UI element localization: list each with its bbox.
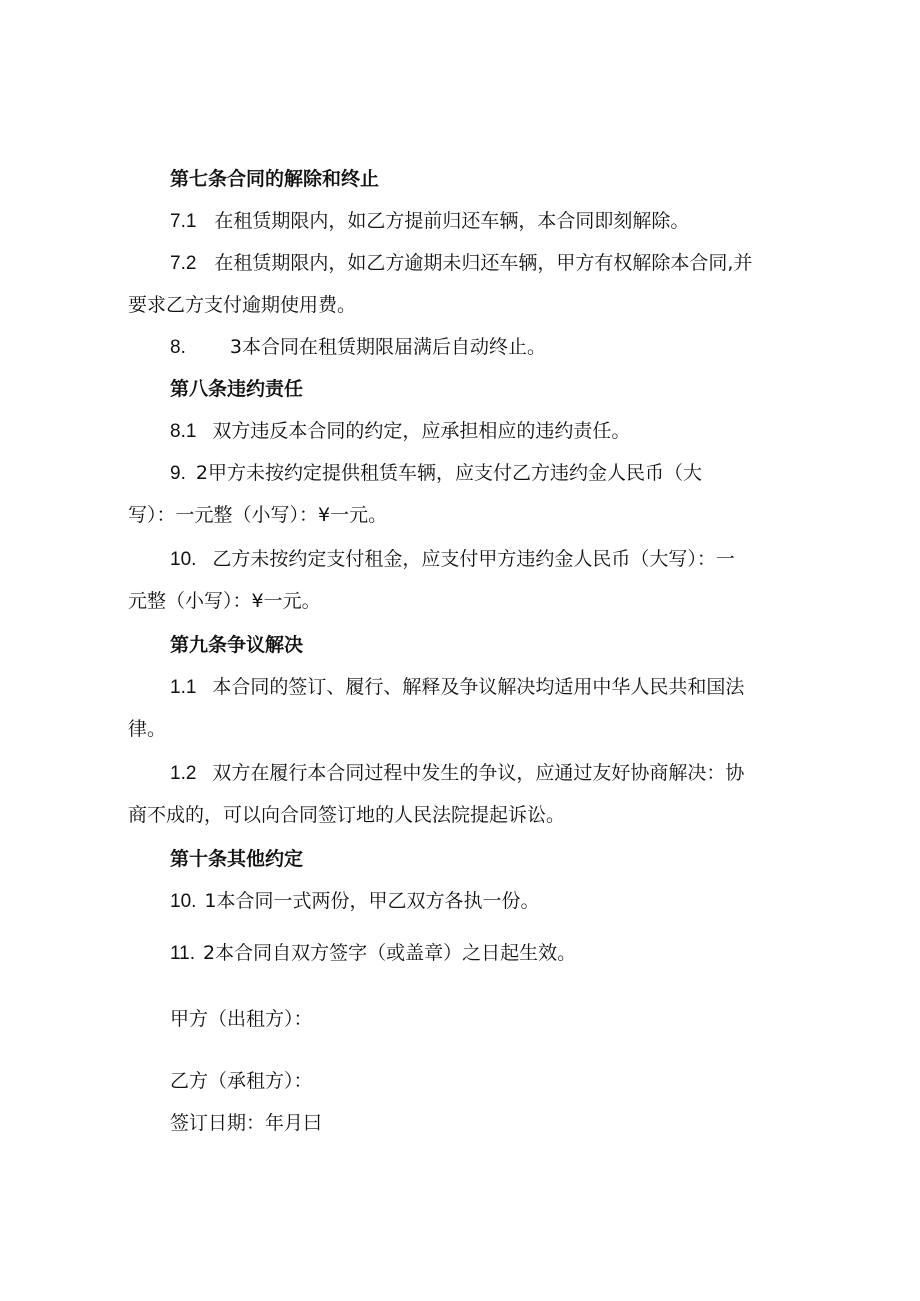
clause-text: 双方在履行本合同过程中发生的争议，应通过友好协商解决：协 xyxy=(212,762,745,784)
clause-7-1 xyxy=(170,208,689,235)
clause-9-line2: 写）：一元整（小写）：¥一元。 xyxy=(128,504,388,526)
clause-number: 1.2 xyxy=(170,763,197,784)
clause-number: 10. xyxy=(170,891,197,912)
clause-9-line1 xyxy=(170,460,702,487)
clause-number: 7.1 xyxy=(170,211,197,232)
section-10-heading: 第十条其他约定 xyxy=(170,848,304,870)
party-b-label: 乙方（承租方）： xyxy=(170,1070,313,1092)
section-8-heading: 第八条违约责任 xyxy=(170,378,304,400)
clause-11-2 xyxy=(170,940,576,967)
clause-7-2-line1 xyxy=(170,250,752,277)
clause-1-2-line1 xyxy=(170,760,744,787)
clause-number: 1.1 xyxy=(170,677,197,698)
clause-text: 双方违反本合同的约定，应承担相应的违约责任。 xyxy=(212,420,631,442)
section-9-heading: 第九条争议解决 xyxy=(170,634,304,656)
clause-text: 本合同的签订、履行、解释及争议解决均适用中华人民共和国法 xyxy=(212,676,745,698)
clause-number: 8. xyxy=(170,337,186,358)
signing-date-label: 签订日期：年月曰 xyxy=(170,1112,323,1134)
clause-number: 9. xyxy=(170,463,186,484)
party-a-label: 甲方（出租方）： xyxy=(170,1008,313,1030)
clause-10-line1 xyxy=(170,546,735,573)
clause-10-line2: 元整（小写）：¥一元。 xyxy=(128,590,321,612)
clause-text: 2甲方未按约定提供租赁车辆，应支付乙方违约金人民币（大 xyxy=(195,462,702,484)
clause-1-1-line1 xyxy=(170,674,744,701)
clause-text: 乙方未按约定支付租金，应支付甲方违约金人民币（大写）：一 xyxy=(212,548,735,570)
clause-7-2-line2: 要求乙方支付逾期使用费。 xyxy=(128,294,357,316)
clause-number: 7.2 xyxy=(170,253,197,274)
clause-text: 1本合同一式两份，甲乙双方各执一份。 xyxy=(204,890,540,912)
clause-8 xyxy=(170,334,546,361)
clause-10-1 xyxy=(170,888,540,915)
clause-text: 3本合同在租赁期限届满后自动终止。 xyxy=(229,336,546,358)
clause-text: 在租赁期限内，如乙方提前归还车辆，本合同即刻解除。 xyxy=(214,210,690,232)
clause-number: 11. xyxy=(170,943,196,964)
clause-number: 10. xyxy=(170,549,197,570)
clause-text: 2本合同自双方签字（或盖章）之日起生效。 xyxy=(203,942,577,964)
clause-1-2-line2: 商不成的，可以向合同签订地的人民法院提起诉讼。 xyxy=(128,804,566,826)
section-7-heading: 第七条合同的解除和终止 xyxy=(170,168,380,190)
clause-1-1-line2: 律。 xyxy=(128,718,167,740)
clause-8-1 xyxy=(170,418,630,445)
clause-text: 在租赁期限内，如乙方逾期未归还车辆，甲方有权解除本合同,并 xyxy=(214,252,753,274)
clause-number: 8.1 xyxy=(170,421,197,442)
